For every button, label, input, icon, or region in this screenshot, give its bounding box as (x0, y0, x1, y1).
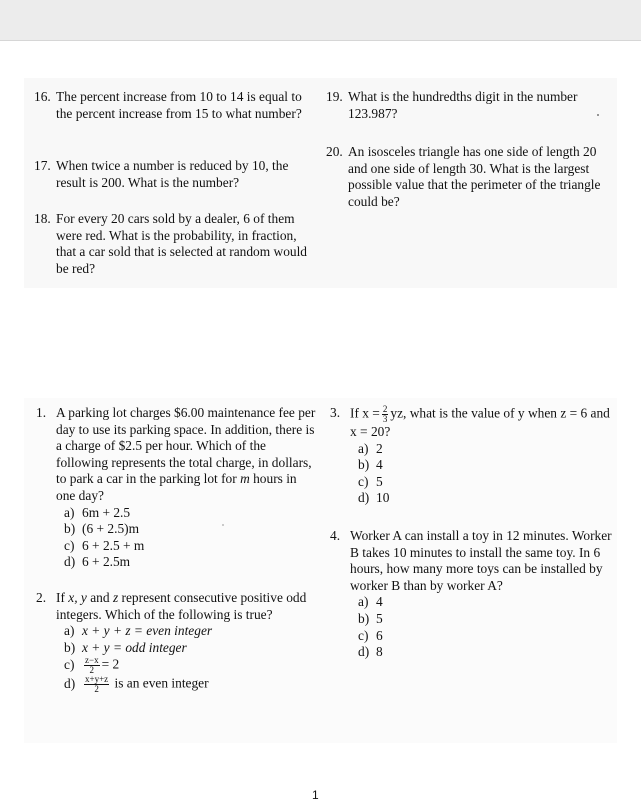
fraction: $\frac{x+y+z}{2}$ (85, 674, 109, 695)
question-number: 20. (326, 144, 343, 159)
answer-options (64, 623, 316, 694)
answer-options (64, 505, 316, 571)
option-a: a) x + y + z = even integer (64, 623, 213, 639)
option-a: a) 2 (358, 440, 383, 456)
question-text: What is the hundredths digit in the number 123.987? (348, 89, 578, 121)
option-a: a) 4 (358, 594, 383, 610)
question-text: Worker A can install a toy in 12 minutes. Worker B takes 10 minutes to install the same toy. In 6 hours, how many more toys can be installed by worker B than by worker A? (350, 528, 612, 593)
question-17 (34, 158, 304, 191)
answer-options (358, 441, 610, 507)
question-20 (326, 144, 608, 210)
option-b: b) 4 (358, 457, 383, 473)
stray-mark (597, 114, 599, 116)
question-2 (36, 590, 316, 694)
question-3 (330, 405, 610, 507)
question-19 (326, 89, 588, 122)
option-b: b) 5 (358, 610, 383, 626)
question-text: The percent increase from 10 to 14 is equal to the percent increase from 15 to what number? (56, 89, 302, 121)
fraction: $\frac{2}{3}$ (382, 404, 388, 424)
option-b: b) x + y = odd integer (64, 639, 187, 655)
page-number: 1 (312, 788, 319, 802)
question-text: When twice a number is reduced by 10, the result is 200. What is the number? (56, 158, 289, 190)
question-number: 2. (36, 590, 47, 605)
option-c: c) 5 (358, 473, 383, 489)
question-number: 18. (34, 211, 51, 226)
option-a: a) 6m + 2.5 (64, 504, 131, 520)
top-bar (0, 0, 641, 41)
option-d: d) 10 (358, 490, 390, 506)
question-number: 4. (330, 528, 341, 543)
question-16 (34, 89, 304, 122)
question-text: If x, y and z represent consecutive positive odd integers. Which of the following is true? (56, 590, 307, 622)
question-text: A parking lot charges $6.00 maintenance fee per day to use its parking space. In addition, there is a charge of $2.5 per hour. Which of the following represents the total charge, in dollars, to park a car in the parking lot for m hours in one day? (56, 405, 316, 503)
option-c: c) $\frac{z-x}{2}$ = 2 (64, 655, 120, 676)
option-c: c) 6 (358, 627, 383, 643)
question-number: 1. (36, 405, 47, 420)
question-text: For every 20 cars sold by a dealer, 6 of them were red. What is the probability, in fraction, that a car sold that is selected at random would be red? (56, 211, 307, 276)
option-c: c) 6 + 2.5 + m (64, 537, 145, 553)
stray-mark (222, 524, 224, 526)
option-d: d) $\frac{x+y+z}{2}$ is an even integer (64, 674, 209, 695)
fraction: $\frac{z-x}{2}$ (85, 655, 99, 676)
answer-options (358, 594, 612, 660)
question-4 (330, 528, 612, 661)
question-18 (34, 211, 310, 277)
option-d: d) 6 + 2.5m (64, 554, 131, 570)
question-number: 19. (326, 89, 343, 104)
question-text: An isosceles triangle has one side of length 20 and one side of length 30. What is the largest possible value that the perimeter of the triangle could be? (348, 144, 601, 209)
question-text: If x = $\frac{2}{3}$ yz, what is the value of y when z = 6 and x = 20? (350, 404, 610, 439)
option-b: b) (6 + 2.5)m (64, 521, 140, 537)
question-number: 17. (34, 158, 51, 173)
option-d: d) 8 (358, 644, 383, 660)
question-1 (36, 405, 316, 571)
question-number: 16. (34, 89, 51, 104)
question-number: 3. (330, 405, 341, 420)
